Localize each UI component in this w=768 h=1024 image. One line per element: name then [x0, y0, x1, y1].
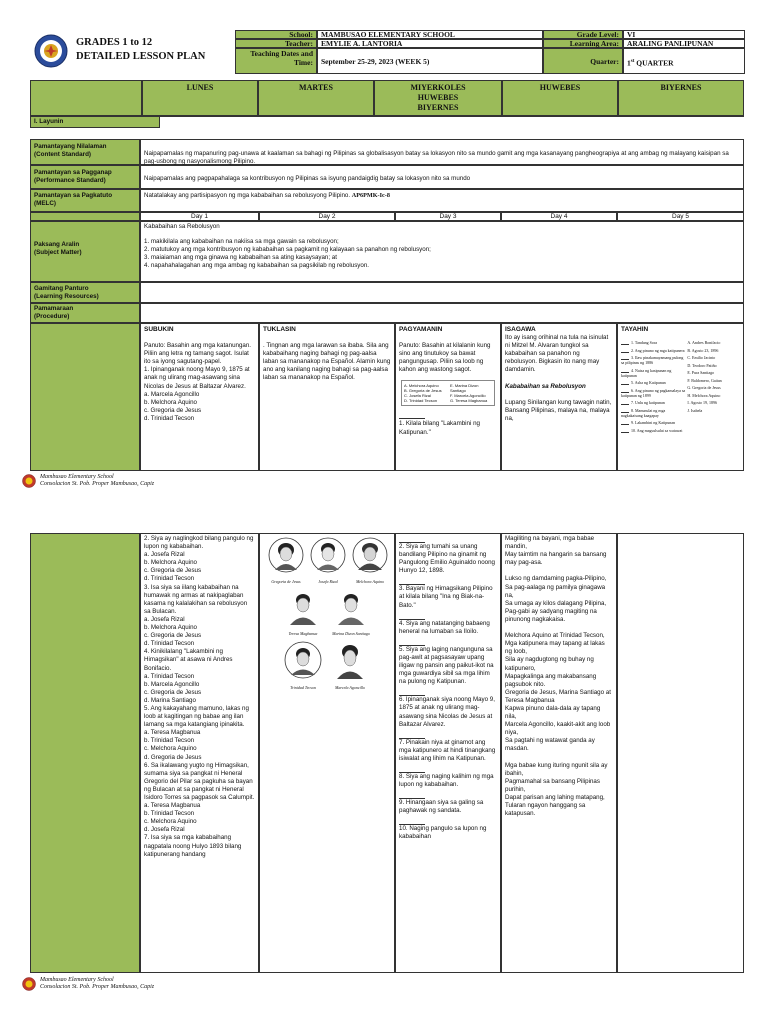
- day-biyernes: BIYERNES: [618, 80, 744, 116]
- deped-seal-icon: [34, 34, 68, 68]
- subukin-cell: [140, 323, 259, 471]
- day-3-label: Day 3: [395, 212, 501, 221]
- tayahin-left-item: 3. Ilaw pinakamayamang pulong sa pilipinas ng 1886: [621, 355, 684, 366]
- choices-left: [404, 383, 446, 403]
- footer-address: Consolacion St. Pob. Proper Mambusao, Capiz: [40, 984, 155, 990]
- melc-label2: (MELC): [34, 199, 57, 207]
- paksa-item-3: 3. maiaiaman ang mga ginawa ng kababaihan sa ating kasaysayan; at: [144, 254, 337, 262]
- day-4-label: Day 4: [501, 212, 617, 221]
- pamamaraan-label: [30, 303, 140, 323]
- answer-blank[interactable]: [621, 424, 629, 425]
- tayahin-left-item: 4. Naisa ng kasipunan ng katipunan: [621, 367, 672, 378]
- portrait-icon: [330, 640, 370, 680]
- choice-g: G. Teresa Magbanua: [450, 398, 488, 404]
- day-labels-blank: [30, 212, 140, 221]
- dlp-title: DETAILED LESSON PLAN: [76, 51, 206, 62]
- perf-std-label2: (Performance Standard): [34, 176, 106, 184]
- tayahin-left-item: 5. Asha ng Katipunan: [621, 380, 685, 385]
- pagyamanin-text: Panuto: Basahin at kilalanin kung sino ang tinutukoy sa bawat pangungusap. Piliin sa loob ng kahon ang wastong sagot.: [399, 342, 491, 374]
- answer-blank[interactable]: [621, 384, 629, 385]
- choice-a: A. Melchora Aquino: [404, 383, 439, 389]
- dates-label-line2: Time:: [293, 57, 313, 67]
- day-5-label: Day 5: [617, 212, 744, 221]
- portrait-trinidad: [284, 640, 322, 690]
- gamit-label: [30, 282, 140, 303]
- footer-address: Consolacion St. Pob. Proper Mambusao, Capiz: [40, 481, 155, 487]
- answer-blank[interactable]: [621, 432, 629, 433]
- portrait-melchora: [352, 536, 388, 586]
- tayahin-right-item: E. Pura Santiago: [687, 370, 715, 376]
- pamamaraan-label1: Pamamaraan: [34, 305, 74, 312]
- choice-b: B. Gregoria de Jesus: [404, 388, 442, 394]
- tayahin-left-item: 1. Tandang Sora: [621, 340, 685, 345]
- content-std-text: Naipapamalas ng mapanuring pag-unawa at kaalaman sa bahagi ng Pilipinas sa globalisasyon batay sa lokasyon nito sa mundo gamit ang mga kasanayang pangheograpiya at ang ambag ng malayang kaisipan sa pag-usbong ng nasyonalismong Pilipino.: [140, 139, 744, 165]
- subukin-title: SUBUKIN: [144, 326, 174, 333]
- matching-right: [687, 340, 740, 435]
- gamit-content: [140, 282, 744, 303]
- page2-tayahin-empty: [617, 533, 744, 973]
- subukin-text: Panuto: Basahin ang mga katanungan. Piliin ang letra ng tamang sagot. Isulat ito sa iyong sagutang-papel. 1. Ipinanganak noong Mayo 9, 1875 at anak ng ulirang mag-asawang sina Nicolas de Jesus at Baltazar Alvarez. a. Marcela Agoncillo b. Melchora Aquino c. Gregoria de Jesus d. Trinidad Tecson: [144, 342, 251, 422]
- day-huwebes: HUWEBES: [502, 80, 618, 116]
- answer-blank[interactable]: [621, 404, 629, 405]
- page2-pagyamanin-cont: [395, 533, 501, 973]
- matching-test: [621, 340, 740, 435]
- quarter-num: 1: [627, 58, 631, 68]
- portrait-icon: [330, 588, 372, 626]
- school-value: MAMBUSAO ELEMENTARY SCHOOL: [317, 30, 543, 39]
- quarter-value: [623, 48, 745, 74]
- quarter-label: Quarter:: [543, 48, 623, 74]
- paksa-label: [30, 221, 140, 282]
- portrait-caption: Gregoria de Jesus: [271, 579, 301, 584]
- paksa-title: Kababaihan sa Rebolusyon: [144, 223, 220, 230]
- tayahin-title: TAYAHIN: [621, 326, 649, 333]
- portrait-caption: Melchora Aquino: [355, 579, 385, 584]
- content-std-label2: (Content Standard): [34, 150, 92, 158]
- paksa-label1: Paksang Aralin: [34, 241, 80, 248]
- perf-std-label: [30, 165, 140, 189]
- school-label: School:: [235, 30, 317, 39]
- answer-choices-box: [401, 380, 495, 406]
- layunin-empty: [160, 116, 744, 128]
- answer-blank[interactable]: [621, 352, 629, 353]
- grade-label: Grade Level:: [543, 30, 623, 39]
- tayahin-left-item: 6. Ang pinuno ng pagkamalaya sa katipunan ng 1899: [621, 387, 686, 398]
- pagyamanin-q9: 9. Hinangaan siya sa galing sa paghawak ng sandata.: [399, 799, 484, 815]
- plan-title: [76, 36, 205, 64]
- footer-1: [40, 474, 154, 488]
- answer-blank[interactable]: [399, 418, 425, 419]
- tayahin-right-item: H. Melchora Aquino: [687, 392, 721, 398]
- school-logo-icon: [22, 977, 36, 991]
- quarter-word: QUARTER: [636, 58, 674, 68]
- pagyamanin-q3: 3. Bayani ng Himagsikang Pilipino at kilala bilang "Ina ng Biak-na-Bato.": [399, 585, 493, 609]
- tayahin-right-item: B. Agosto 23, 1896: [687, 347, 719, 353]
- area-value: ARALING PANLIPUNAN: [623, 39, 745, 48]
- paksa-item-2: 2. matutukoy ang mga kontribusyon ng kababaihan sa pagkamit ng kalayaan sa panahon ng rebolusyon;: [144, 246, 431, 254]
- dates-label: [235, 48, 317, 74]
- page2-isagawa-cont: [501, 533, 617, 973]
- portrait-icon: [310, 536, 346, 574]
- gamit-label2: (Learning Resources): [34, 292, 99, 300]
- tayahin-right-item: J. Isabela: [687, 407, 703, 413]
- tayahin-right-item: G. Gregoria de Jesus: [687, 385, 721, 391]
- pagyamanin-cell: [395, 323, 501, 471]
- portrait-caption: Marina Dizon Santiago: [332, 631, 370, 636]
- tayahin-right-item: I. Agosto 19, 1896: [687, 400, 718, 406]
- day-2-label: Day 2: [259, 212, 395, 221]
- tayahin-right-item: C. Emilio Jacinto: [687, 355, 716, 361]
- paksa-label2: (Subject Matter): [34, 248, 82, 256]
- poem-title: Kababaihan sa Rebolusyon: [505, 382, 586, 390]
- tayahin-right-item: A. Andres Bonifacio: [687, 340, 721, 346]
- portrait-icon: [284, 640, 322, 680]
- poem-continued: Magiliting na bayani, mga babae mandin, May taimtim na hangarin sa bansang may pag-asa. Lukso ng damdaming pagka-Pilipino, Sa pag-aalaga ng pamilya ginagawa na, Sa umaga ay kilos dalagang Pilipina, Pag-gabi ay sadyang magiting na pinunong nagkakaisa. Melchora Aquino at Trinidad Tecson, Mga katipunera may tapang at lakas ng loob, Sila ay nagdugtong ng buhay ng katipunero, Mapagkalinga ang makabansang pagsubok nito. Gregoria de Jesus, Marina Santiago at Teresa Magbanua Kapwa pinuno dala-dala ay tapang nila, Marcela Agoncillo, kaakit-akit ang loob niya, Sa pagtahi ng watawat ganda ay masdan. Mga babae kung ituring ngunit sila ay ibahin, Pagmamahal sa bansang Pilipinas purihin, Dapat parisan ang lahing matapang, Tularan ngayon hanggang sa katapusan.: [505, 535, 611, 818]
- tayahin-left-item: 8. Manunulat ng mga nagkakaisang kaagapay: [621, 407, 666, 418]
- teacher-value: EMYLIE A. LANTORIA: [317, 39, 543, 48]
- header-info-table: [235, 30, 745, 74]
- layunin-label: I. Layunin: [30, 116, 160, 128]
- tayahin-cell: [617, 323, 744, 471]
- paksa-content: [140, 221, 744, 282]
- perf-std-text: Naipapamalas ang pagpapahalaga sa kontribusyon ng Pilipinas sa isyung pandaigdig batay sa lokasyon nito sa mundo: [140, 165, 744, 189]
- subukin-continued: 2. Siya ay naglingkod bilang pangulo ng lupon ng kababaihan. a. Josefa Rizal b. Melchora Aquino c. Gregoria de Jesus d. Trinidad Tecson 3. Isa siya sa iilang kababaihan na humawak ng armas at nakipaglaban kasama ng kalalakihan sa rebolusyon sa Bulacan. a. Josefa Rizal b. Melchora Aquino c. Gregoria de Jesus d. Trinidad Tecson 4. Kinikilalang "Lakambini ng Himagsikan" at asawa ni Andres Bonifacio. a. Trinidad Tecson b. Marcela Agoncillo c. Gregoria de Jesus d. Marina Santiago 5. Ang kakayahang mamuno, lakas ng loob at kagitingan ng babae ang ilan lamang sa mga katangiang ipinakita. a. Teresa Magbanua b. Trinidad Tecson c. Melchora Aquino d. Gregoria de Jesus 6. Sa ikalawang yugto ng Himagsikan, sumama siya sa pangkat ni Heneral Gregorio del Pilar sa pagkuha sa bayan ng Bulacan at sa pangkat ni Heneral Isidoro Torres sa pagpasok sa Calumpit. a. Teresa Magbanua b. Trinidad Tecson c. Melchora Aquino d. Josefa Rizal 7. Isa siya sa mga kababaihang nagpatala noong Hulyo 1893 bilang katipunerang handang: [144, 535, 255, 858]
- melc-code: AP6PMK-Ic-8: [351, 192, 390, 199]
- tayahin-left-item: 10. Ang magsulsulat sa watawat: [621, 428, 685, 433]
- page2-subukin-cont: [140, 533, 259, 973]
- pamamaraan-label2: (Procedure): [34, 312, 70, 320]
- melc-statement: Natatalakay ang partisipasyon ng mga kababaihan sa rebolusyong Pilipino.: [144, 192, 351, 199]
- choice-d: D. Trinidad Tecson: [404, 398, 438, 404]
- footer-2: [40, 977, 154, 991]
- choices-right: [450, 383, 492, 403]
- footer-school: Mambusao Elementary School: [40, 474, 114, 480]
- pagyamanin-title: PAGYAMANIN: [399, 326, 443, 333]
- portraits-cell: [259, 533, 395, 973]
- perf-std-label1: Pamantayan sa Pagganap: [34, 169, 112, 176]
- page2-side: [30, 533, 140, 973]
- tayahin-left-item: 9. Lakambini ng Katipunan: [621, 420, 685, 425]
- huwebes-mid-label: HUWEBES: [417, 93, 459, 102]
- content-std-label: [30, 139, 140, 165]
- day-martes: MARTES: [258, 80, 374, 116]
- answer-blank[interactable]: [621, 344, 629, 345]
- melc-text: [140, 189, 744, 212]
- tayahin-left-item: 2. Ang pinuno ng mga katipunera: [621, 348, 685, 353]
- school-logo-icon: [22, 474, 36, 488]
- teacher-label: Teacher:: [235, 39, 317, 48]
- paksa-item-4: 4. napahahalagahan ang mga ambag ng kababaihan sa pagsikilab ng rebolusyon.: [144, 262, 369, 270]
- portrait-josefa: [310, 536, 346, 586]
- tayahin-right-item: F. Baldomero, Gaitan: [687, 377, 722, 383]
- portrait-caption: Josefa Rizal: [318, 579, 338, 584]
- pagyamanin-q7: 7. Pinakain niya at ginamot ang mga katipunero at hindi tinangkang isiwalat ang lihim na Katipunan.: [399, 738, 496, 762]
- portrait-marina: [330, 588, 372, 636]
- day-lunes: LUNES: [142, 80, 258, 116]
- portrait-icon: [352, 536, 388, 574]
- pagyamanin-q5: 5. Siya ang laging nangunguna sa pag-awit at pagsasayaw upang iligaw ng pansin ang paikut-ikot na mga guwardiya sibil sa mga lihim na pulong ng Katipunan.: [399, 645, 494, 686]
- area-label: Learning Area:: [543, 39, 623, 48]
- tayahin-right-item: D. Teodoro Patiño: [687, 362, 717, 368]
- portrait-marcela: [330, 640, 370, 690]
- portrait-caption: Marcela Agoncillo: [335, 685, 365, 690]
- grade-value: VI: [623, 30, 745, 39]
- tayahin-left-item: 7. Unlu ng katipunan: [621, 400, 685, 405]
- choice-c: C. Josefa Rizal: [404, 393, 431, 399]
- tuklasin-cell: [259, 323, 395, 471]
- quarter-sup: st: [630, 59, 635, 64]
- tuklasin-title: TUKLASIN: [263, 326, 296, 333]
- day-1-label: Day 1: [140, 212, 259, 221]
- pagyamanin-q10: 10. Naging pangulo sa lupon ng kababaihan: [399, 825, 487, 841]
- tuklasin-text: . Tingnan ang mga larawan sa ibaba. Sila ang kababaihang naging bahagi ng pag-aalsa laban sa mananakop na Español. Alamin kung ano ang kanilang naging bahagi sa pag-aalsa laban sa mananakop na Español.: [263, 342, 391, 382]
- melc-label: [30, 189, 140, 212]
- miyerkoles-label: MIYERKOLES: [410, 83, 466, 92]
- biyernes-mid-label: BIYERNES: [417, 103, 459, 112]
- pamamaraan-content: [140, 303, 744, 323]
- procedure-side: [30, 323, 140, 471]
- choice-f: F. Marcela Agoncillo: [450, 393, 486, 399]
- isagawa-text: Ito ay isang orihinal na tula na isinulat ni Mitzel M. Alvaran tungkol sa kababaihan sa panahon ng rebolusyon. Bigkasin ito nang may damdamin.: [505, 334, 609, 374]
- gamit-label1: Gamitang Panturo: [34, 285, 89, 292]
- pagyamanin-q2: 2. Siya ang tumahi sa unang bandilang Pilipino na ginamit ng Pangulong Emilio Aguinaldo noong Hunyo 12, 1898.: [399, 543, 495, 575]
- dates-value: September 25-29, 2023 (WEEK 5): [317, 48, 543, 74]
- matching-left: [621, 340, 685, 435]
- days-header-blank: [30, 80, 142, 116]
- paksa-item-1: 1. makikilala ang kababaihan na nakiisa sa mga gawain sa rebolusyon;: [144, 238, 339, 246]
- pagyamanin-q4: 4. Siya ang natatanging babaeng heneral na lumaban sa Iloilo.: [399, 619, 490, 635]
- portrait-caption: Trinidad Tecson: [290, 685, 316, 690]
- pagyamanin-q6: 6. Ipinanganak siya noong Mayo 9, 1875 at anak ng ulirang mag-asawang sina Nicolas de Jesus at Baltazar Alvarez.: [399, 696, 495, 728]
- portrait-gregoria: [268, 536, 304, 586]
- portrait-caption: Teresa Magbanua: [288, 631, 318, 636]
- choice-e: E. Marina Dizon Santiago: [450, 383, 479, 394]
- poem-start: Lupang Sinilangan kung tawagin natin, Bansang Pilipinas, malaya na, malaya na,: [505, 398, 612, 422]
- isagawa-title: ISAGAWA: [505, 326, 536, 333]
- isagawa-cell: [501, 323, 617, 471]
- footer-school: Mambusao Elementary School: [40, 977, 114, 983]
- day-miyerkoles: [374, 80, 502, 116]
- content-std-label1: Pamantayang Nilalaman: [34, 143, 107, 150]
- portrait-icon: [268, 536, 304, 574]
- pagyamanin-q1: 1. Kilala bilang "Lakambini ng Katipunan.": [399, 420, 480, 436]
- grades-title: GRADES 1 to 12: [76, 37, 153, 48]
- melc-label1: Pamantayan sa Pagkatuto: [34, 192, 113, 199]
- dates-label-line1: Teaching Dates and: [250, 49, 313, 58]
- pagyamanin-q8: 8. Siya ang naging kalihim ng mga lupon ng kababaihan.: [399, 772, 494, 789]
- portrait-teresa: [284, 588, 322, 636]
- portrait-icon: [284, 588, 322, 626]
